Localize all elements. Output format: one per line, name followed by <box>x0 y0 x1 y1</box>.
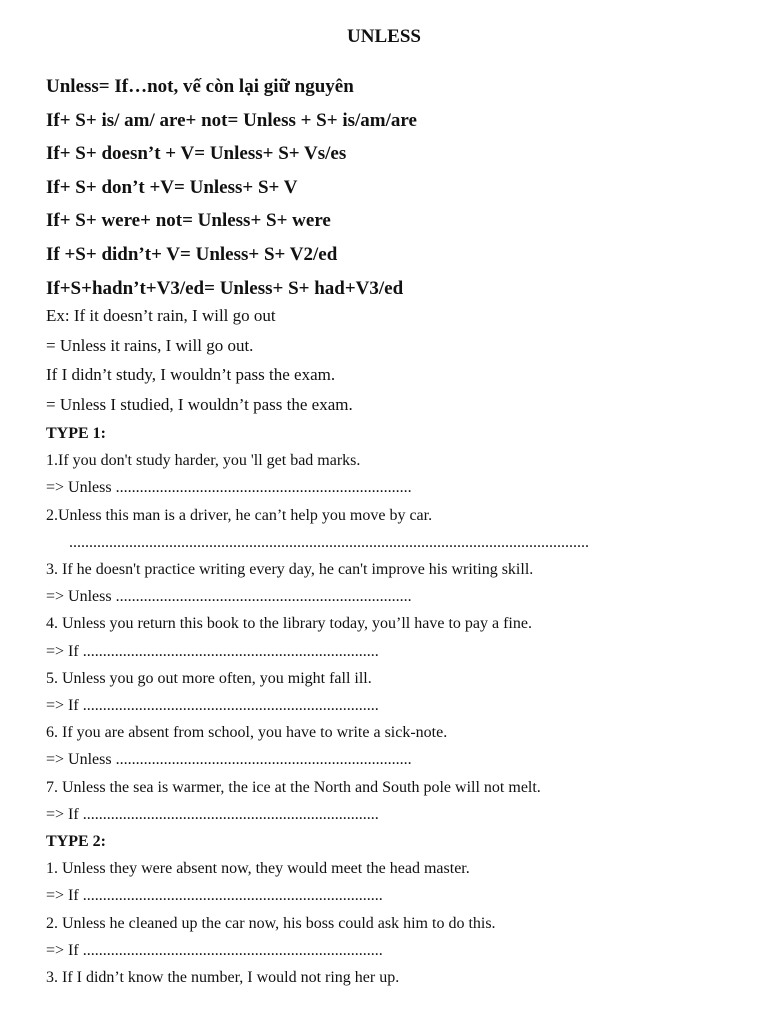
example-line: = Unless it rains, I will go out. <box>46 335 254 355</box>
exercise-sentence: 2. Unless he cleaned up the car now, his boss could ask him to do this. <box>46 914 496 932</box>
example-sentences <box>46 301 746 419</box>
answer-blank-line: => If .......................................................................... <box>46 805 379 823</box>
exercise-sentence: 5. Unless you go out more often, you might fall ill. <box>46 669 372 687</box>
exercise-sentence: 6. If you are absent from school, you have to write a sick-note. <box>46 724 448 742</box>
rule-line: If+ S+ were+ not= Unless+ S+ were <box>46 210 331 232</box>
exercise-sentence: 3. If I didn’t know the number, I would not ring her up. <box>46 969 400 987</box>
example-line: Ex: If it doesn’t rain, I will go out <box>46 306 276 325</box>
example-line: If I didn’t study, I wouldn’t pass the exam. <box>46 365 336 384</box>
answer-blank-line: => If ........................................................................... <box>46 941 383 959</box>
answer-blank-line: => If .......................................................................... <box>46 642 379 660</box>
exercise-sentence: 7. Unless the sea is warmer, the ice at the North and South pole will not melt. <box>46 778 541 796</box>
example-line: = Unless I studied, I wouldn’t pass the exam. <box>46 394 353 414</box>
answer-blank-line: => Unless .......................................................................... <box>46 479 412 497</box>
exercise-sentence: 1. Unless they were absent now, they would meet the head master. <box>46 860 470 878</box>
rule-line: Unless= If…not, vế còn lại giữ nguyên <box>46 76 354 97</box>
rule-line: If+S+hadn’t+V3/ed= Unless+ S+ had+V3/ed <box>46 277 404 299</box>
rule-line: If+ S+ doesn’t + V= Unless+ S+ Vs/es <box>46 143 347 165</box>
answer-blank-line: .................................................................................................................................. <box>69 533 589 551</box>
answer-blank-line: => Unless .......................................................................... <box>46 588 412 606</box>
rule-line: If +S+ didn’t+ V= Unless+ S+ V2/ed <box>46 243 338 265</box>
answer-blank-line: => If ........................................................................... <box>46 887 383 905</box>
exercise-list <box>46 420 746 991</box>
exercise-sentence: 2.Unless this man is a driver, he can’t help you move by car. <box>46 506 433 524</box>
page-title: UNLESS <box>347 26 421 47</box>
rule-line: If+ S+ don’t +V= Unless+ S+ V <box>46 176 298 198</box>
answer-blank-line: => If .......................................................................... <box>46 697 379 715</box>
answer-blank-line: => Unless .......................................................................... <box>46 751 412 769</box>
exercise-sentence: 3. If he doesn't practice writing every day, he can't improve his writing skill. <box>46 561 534 579</box>
grammar-rules <box>46 70 746 305</box>
rule-line: If+ S+ is/ am/ are+ not= Unless + S+ is/am/are <box>46 109 417 131</box>
exercise-sentence: 4. Unless you return this book to the library today, you’ll have to pay a fine. <box>46 615 532 633</box>
section-heading-type-1: TYPE 1: <box>46 425 106 442</box>
section-heading-type-2: TYPE 2: <box>46 833 106 851</box>
exercise-sentence: 1.If you don't study harder, you 'll get bad marks. <box>46 452 361 470</box>
